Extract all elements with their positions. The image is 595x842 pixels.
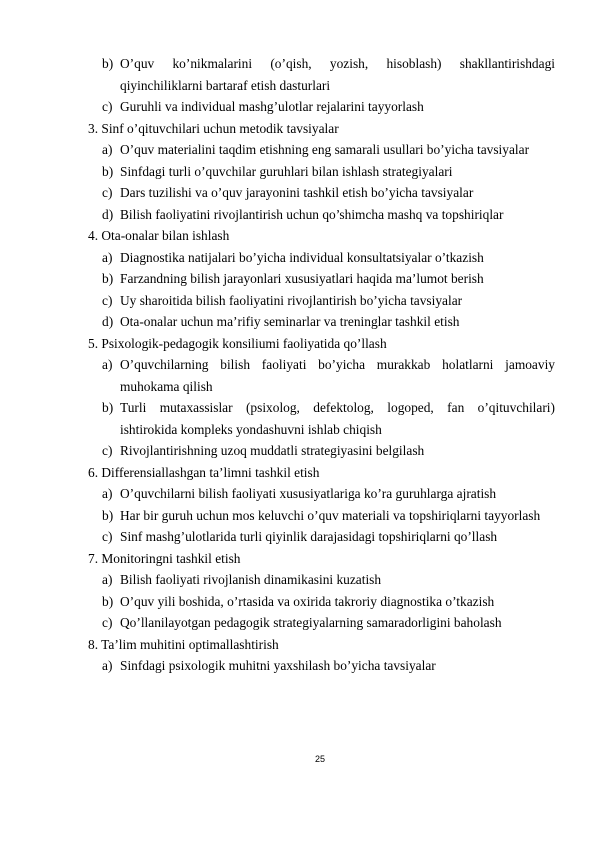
list-item	[88, 526, 555, 548]
list-item-text: Qo’llanilayotgan pedagogik strategiyalarning samaradorligini baholash	[120, 615, 502, 630]
page-number: 25	[314, 754, 325, 764]
list-item-text: Bilish faoliyatini rivojlantirish uchun qo’shimcha mashq va topshiriqlar	[120, 206, 504, 222]
list-marker: a)	[102, 357, 113, 372]
list-marker: b)	[102, 507, 114, 523]
list-item-text: Bilish faoliyati rivojlanish dinamikasini kuzatish	[120, 572, 382, 587]
list-marker: c)	[102, 615, 113, 630]
section-4	[88, 225, 555, 333]
list-item-text: Sinfdagi turli o’quvchilar guruhlari bilan ishlash strategiyalari	[120, 163, 453, 179]
list-item	[88, 53, 555, 96]
list-item	[88, 612, 555, 634]
list-item	[88, 354, 555, 397]
list-marker: b)	[102, 400, 114, 415]
list-marker: d)	[102, 314, 114, 329]
list-marker: a)	[102, 658, 113, 673]
section-heading: 8. Ta’lim muhitini optimallashtirish	[88, 636, 279, 652]
list-marker: c)	[102, 443, 113, 458]
section-heading: 3. Sinf o’qituvchilari uchun metodik tavsiyalar	[88, 120, 339, 136]
list-item	[88, 139, 555, 161]
list-item-text: O’quv ko’nikmalarini (o’qish, yozish, hisoblash) shakllantirishdagi qiyinchiliklarni bartaraf etish dasturlari	[120, 56, 555, 93]
list-item-text: Guruhli va individual mashg’ulotlar rejalarini tayyorlash	[120, 99, 424, 114]
section-3	[88, 118, 555, 226]
section-5	[88, 333, 555, 462]
list-item-text: Sinfdagi psixologik muhitni yaxshilash bo’yicha tavsiyalar	[120, 658, 436, 673]
list-item	[88, 182, 555, 204]
list-item	[88, 204, 555, 226]
section-heading: 4. Ota-onalar bilan ishlash	[88, 228, 230, 243]
section-heading: 5. Psixologik-pedagogik konsiliumi faoliyatida qo’llash	[88, 335, 387, 351]
list-item	[88, 440, 555, 462]
list-item	[88, 483, 555, 505]
list-item	[88, 397, 555, 440]
list-item	[88, 505, 555, 527]
list-item	[88, 591, 555, 613]
list-item	[88, 290, 555, 312]
list-marker: b)	[102, 593, 114, 609]
list-item-text: O’quv yili boshida, o’rtasida va oxirida takroriy diagnostika o’tkazish	[120, 593, 495, 609]
list-item-text: Ota-onalar uchun ma’rifiy seminarlar va treninglar tashkil etish	[120, 314, 460, 329]
list-item-text: Turli mutaxassislar (psixolog, defektolog, logoped, fan o’qituvchilari) ishtirokida kompleks yondashuvni ishlab chiqish	[120, 400, 555, 437]
list-item-text: Farzandning bilish jarayonlari xususiyatlari haqida ma’lumot berish	[120, 271, 484, 286]
list-marker: b)	[102, 163, 114, 179]
list-item-text: Har bir guruh uchun mos keluvchi o’quv materiali va topshiriqlarni tayyorlash	[120, 507, 541, 523]
list-continuation	[88, 53, 555, 118]
list-item	[88, 569, 555, 591]
section-6	[88, 462, 555, 548]
list-item	[88, 655, 555, 677]
list-item-text: O’quv materialini taqdim etishning eng samarali usullari bo’yicha tavsiyalar	[120, 142, 530, 157]
list-marker: c)	[102, 185, 113, 200]
list-marker: b)	[102, 56, 114, 71]
list-item	[88, 311, 555, 333]
section-heading: 6. Differensiallashgan ta’limni tashkil etish	[88, 464, 320, 480]
list-marker: a)	[102, 142, 113, 157]
list-item-text: O’quvchilarning bilish faoliyati bo’yicha murakkab holatlarni jamoaviy muhokama qilish	[120, 357, 555, 394]
section-8	[88, 634, 555, 677]
list-item	[88, 268, 555, 290]
list-marker: a)	[102, 486, 113, 501]
list-item-text: Uy sharoitida bilish faoliyatini rivojlantirish bo’yicha tavsiyalar	[120, 292, 463, 308]
list-item-text: Sinf mashg’ulotlarida turli qiyinlik darajasidagi topshiriqlarni qo’llash	[120, 529, 498, 544]
list-item-text: Dars tuzilishi va o’quv jarayonini tashkil etish bo’yicha tavsiyalar	[120, 185, 474, 200]
list-item	[88, 96, 555, 118]
document-body	[88, 53, 555, 677]
list-item	[88, 247, 555, 269]
section-heading: 7. Monitoringni tashkil etish	[88, 550, 241, 566]
list-marker: c)	[102, 529, 113, 544]
list-marker: d)	[102, 206, 114, 222]
list-marker: c)	[102, 292, 113, 308]
list-item-text: Rivojlantirishning uzoq muddatli strategiyasini belgilash	[120, 443, 425, 458]
list-item-text: O’quvchilarni bilish faoliyati xususiyatlariga ko’ra guruhlarga ajratish	[120, 486, 497, 501]
list-item-text: Diagnostika natijalari bo’yicha individual konsultatsiyalar o’tkazish	[120, 249, 484, 265]
list-item	[88, 161, 555, 183]
section-7	[88, 548, 555, 634]
list-marker: a)	[102, 249, 113, 265]
list-marker: c)	[102, 99, 113, 114]
list-marker: a)	[102, 572, 113, 587]
list-marker: b)	[102, 271, 114, 286]
